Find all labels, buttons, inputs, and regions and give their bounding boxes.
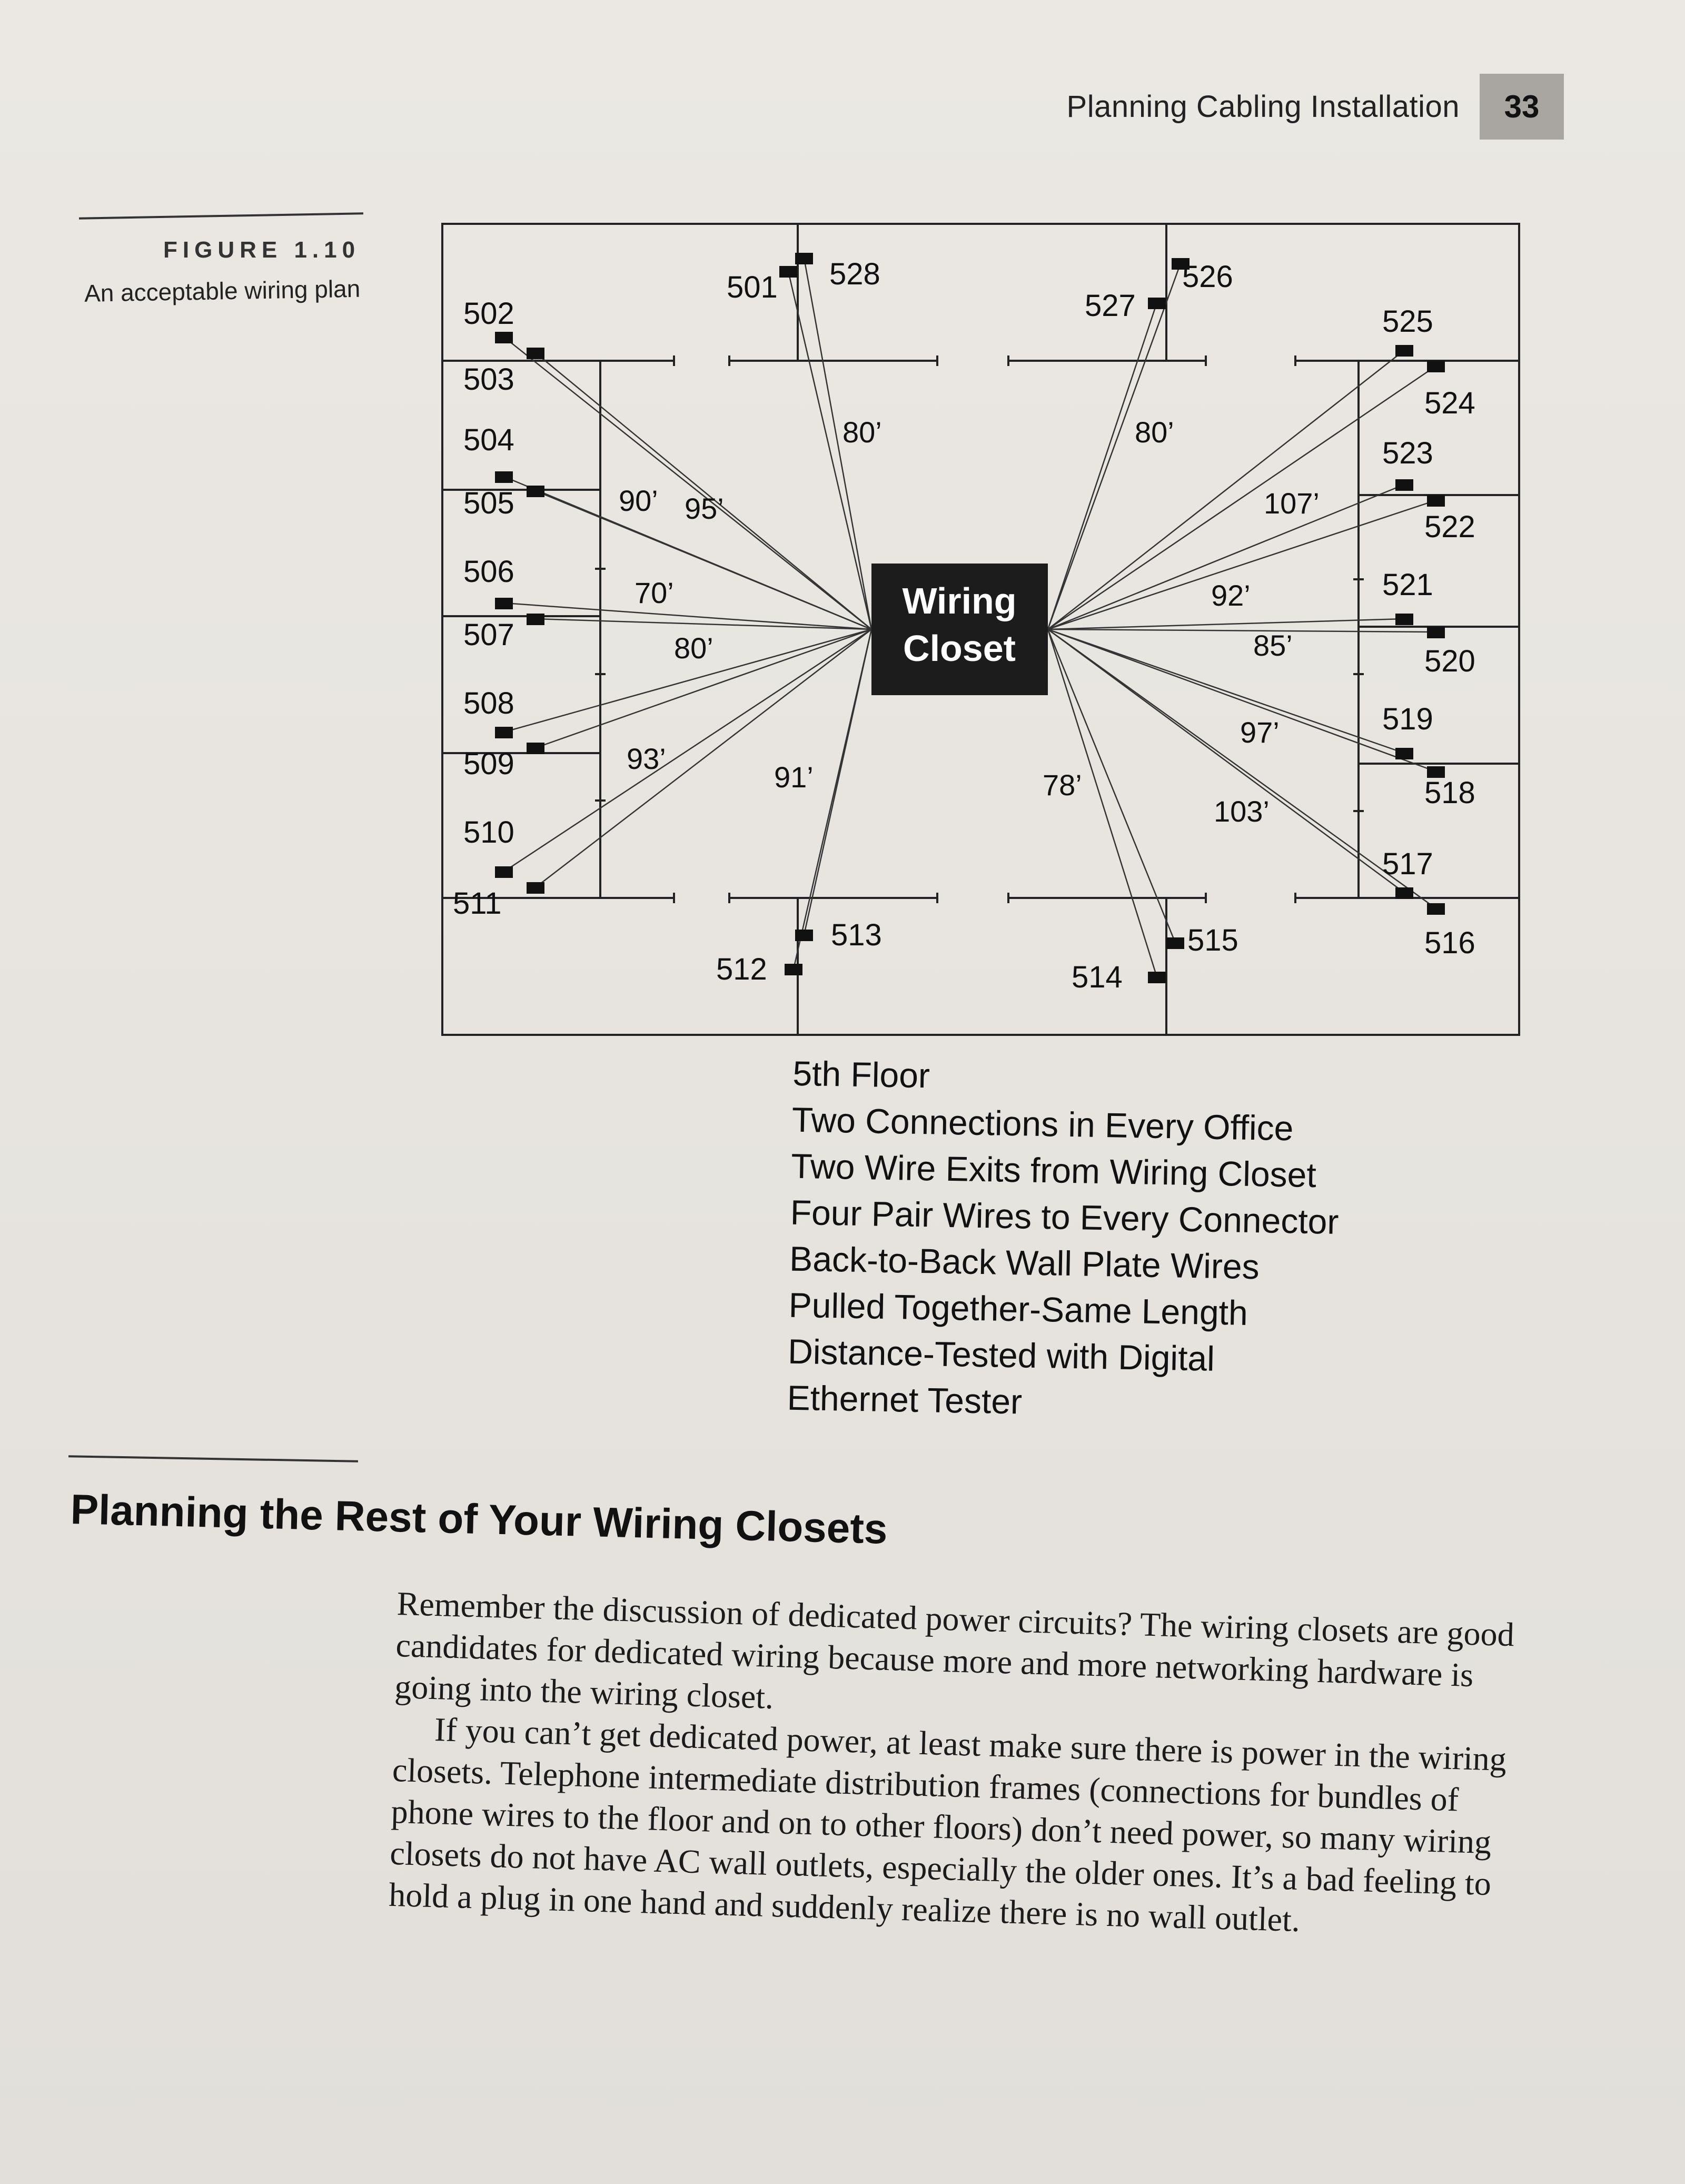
office-number: 512 bbox=[716, 952, 767, 986]
wire-run bbox=[1048, 619, 1404, 629]
closet-label-line1: Wiring bbox=[902, 580, 1017, 621]
closet-label-line2: Closet bbox=[903, 628, 1016, 669]
distance-label: 78’ bbox=[1043, 768, 1082, 802]
wiring-plan-diagram bbox=[432, 211, 1527, 1048]
legend-line: 5th Floor bbox=[792, 1053, 930, 1095]
wire-run bbox=[1048, 629, 1436, 632]
wall-jack-525 bbox=[1395, 345, 1413, 357]
distance-label: 92’ bbox=[1211, 579, 1251, 612]
distance-label: 103’ bbox=[1214, 795, 1270, 828]
wire-run bbox=[536, 619, 871, 629]
wall-jack-511 bbox=[527, 882, 544, 894]
legend-line: Pulled Together-Same Length bbox=[788, 1285, 1248, 1332]
legend-line: Four Pair Wires to Every Connector bbox=[790, 1192, 1340, 1241]
distance-label: 107’ bbox=[1264, 487, 1320, 520]
wire-run bbox=[788, 271, 871, 629]
distance-label: 80’ bbox=[843, 416, 882, 449]
legend-line: Distance-Tested with Digital bbox=[787, 1331, 1215, 1378]
wall-jack-512 bbox=[785, 964, 802, 975]
legend-line: Ethernet Tester bbox=[787, 1378, 1023, 1421]
diagram-legend bbox=[787, 1050, 1478, 1433]
running-title: Planning Cabling Installation bbox=[1066, 90, 1460, 124]
body-text bbox=[388, 1583, 1545, 1948]
wall-jack-510 bbox=[495, 866, 513, 878]
distance-label: 90’ bbox=[619, 484, 658, 517]
wall-jack-522 bbox=[1427, 495, 1445, 507]
distance-label: 80’ bbox=[1135, 416, 1174, 449]
office-number: 520 bbox=[1424, 644, 1475, 678]
wall-jack-509 bbox=[527, 743, 544, 754]
wire-run bbox=[504, 629, 871, 872]
office-number: 528 bbox=[829, 257, 880, 291]
paragraph: If you can’t get dedicated power, at least make sure there is power in the wiring closets. Telephone intermediate distribution frames (connections for bundles of phone wires to the floor and on to other floors) don’t need power, so many wiring closets do not have AC wall outlets, especially the older ones. It’s a bad feeling to hold a plug in one hand and suddenly realize there is no wall outlet. bbox=[388, 1711, 1507, 1939]
office-number: 515 bbox=[1187, 923, 1238, 957]
legend-line: Two Connections in Every Office bbox=[791, 1100, 1294, 1148]
section-heading: Planning the Rest of Your Wiring Closets bbox=[70, 1485, 888, 1553]
wall-jack-519 bbox=[1395, 748, 1413, 759]
office-number: 509 bbox=[463, 747, 514, 781]
office-number: 527 bbox=[1085, 289, 1136, 323]
office-number: 514 bbox=[1072, 960, 1123, 994]
wall-jack-516 bbox=[1427, 903, 1445, 915]
office-number: 502 bbox=[463, 297, 514, 331]
figure-label: FIGURE 1.10 bbox=[163, 237, 361, 263]
office-number: 516 bbox=[1424, 926, 1475, 960]
wire-run bbox=[504, 337, 871, 629]
office-number: 513 bbox=[831, 918, 882, 952]
figure-caption: An acceptable wiring plan bbox=[84, 274, 361, 307]
office-number: 525 bbox=[1382, 304, 1433, 339]
legend-line: Two Wire Exits from Wiring Closet bbox=[790, 1146, 1317, 1195]
office-number: 518 bbox=[1424, 776, 1475, 810]
wire-run bbox=[1048, 629, 1157, 977]
wall-jack-504 bbox=[495, 471, 513, 483]
distance-label: 80’ bbox=[674, 631, 713, 665]
office-number: 503 bbox=[463, 362, 514, 397]
office-number: 507 bbox=[463, 618, 514, 652]
distance-label: 70’ bbox=[635, 576, 674, 609]
wall-jack-528 bbox=[795, 253, 813, 264]
wall-jack-507 bbox=[527, 614, 544, 625]
wall-jack-517 bbox=[1395, 887, 1413, 899]
office-number: 511 bbox=[453, 886, 502, 921]
wall-jack-521 bbox=[1395, 614, 1413, 625]
paragraph: Remember the discussion of dedicated power circuits? The wiring closets are good candidates for dedicated wiring because more and more networking hardware is going into the wiring closet. bbox=[394, 1584, 1515, 1716]
wall-jack-515 bbox=[1166, 937, 1184, 949]
office-number: 508 bbox=[463, 686, 514, 720]
office-number: 504 bbox=[463, 423, 514, 457]
office-number: 519 bbox=[1382, 702, 1433, 736]
office-number: 524 bbox=[1424, 386, 1475, 420]
office-number: 523 bbox=[1382, 436, 1433, 470]
wall-jack-506 bbox=[495, 598, 513, 609]
legend-line: Back-to-Back Wall Plate Wires bbox=[789, 1239, 1260, 1287]
office-number: 510 bbox=[463, 815, 514, 849]
wire-run bbox=[804, 629, 871, 935]
wire-run bbox=[1048, 629, 1436, 908]
wall-jack-524 bbox=[1427, 361, 1445, 372]
distance-label: 93’ bbox=[627, 742, 666, 775]
office-number: 522 bbox=[1424, 510, 1475, 544]
wire-run bbox=[1048, 629, 1436, 772]
wall-jack-527 bbox=[1148, 298, 1166, 309]
wiring-closet bbox=[871, 564, 1048, 695]
wall-jack-523 bbox=[1395, 479, 1413, 491]
office-number: 506 bbox=[463, 555, 514, 589]
distance-label: 97’ bbox=[1240, 716, 1280, 749]
wire-run bbox=[536, 353, 871, 629]
wall-jack-505 bbox=[527, 486, 544, 497]
wall-jack-514 bbox=[1148, 972, 1166, 983]
section-rule bbox=[68, 1455, 358, 1462]
office-number: 521 bbox=[1382, 568, 1433, 602]
wall-jack-501 bbox=[779, 266, 797, 278]
figure-rule bbox=[79, 212, 363, 219]
office-number: 505 bbox=[463, 486, 514, 520]
wall-jack-502 bbox=[495, 332, 513, 343]
page-header bbox=[1067, 74, 1564, 140]
wire-run bbox=[1048, 303, 1157, 629]
office-number: 526 bbox=[1182, 260, 1233, 294]
wire-run bbox=[1048, 629, 1404, 753]
office-number: 501 bbox=[727, 270, 778, 304]
wall-jack-513 bbox=[795, 930, 813, 941]
office-number: 517 bbox=[1382, 847, 1433, 881]
wall-jack-520 bbox=[1427, 627, 1445, 638]
wall-jack-508 bbox=[495, 727, 513, 738]
page-number: 33 bbox=[1480, 74, 1564, 140]
distance-label: 85’ bbox=[1253, 629, 1293, 662]
distance-label: 95’ bbox=[685, 492, 724, 525]
distance-label: 91’ bbox=[774, 760, 814, 794]
wall-jack-503 bbox=[527, 348, 544, 359]
